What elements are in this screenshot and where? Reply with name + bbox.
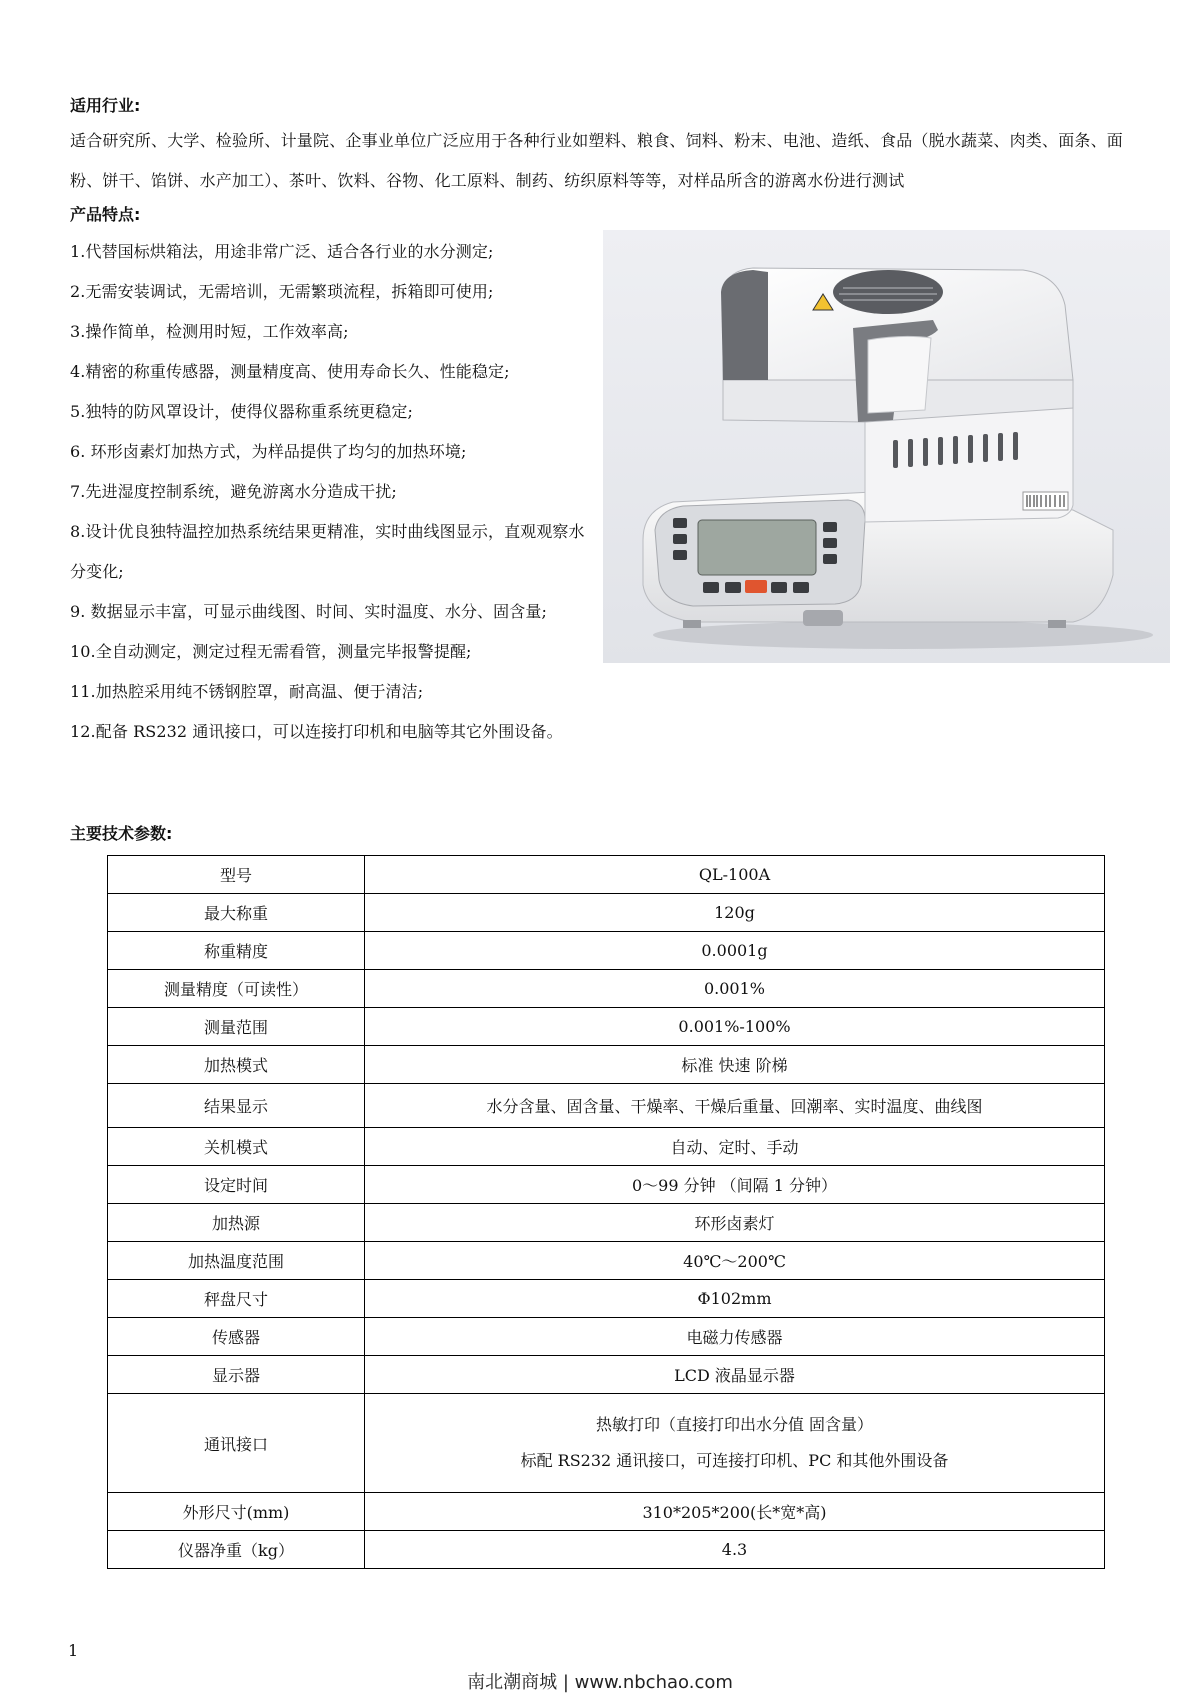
table-row [108,1128,1105,1166]
table-row [108,856,1105,894]
spec-table [107,855,1105,1569]
feature-item: 8.设计优良独特温控加热系统结果更精准，实时曲线图显示，直观观察水分变化; [70,522,585,581]
spec-value: 0～99 分钟 （间隔 1 分钟） [365,1166,1105,1204]
specs-heading: 主要技术参数: [70,824,173,843]
feature-item: 5.独特的防风罩设计，使得仪器称重系统更稳定; [70,402,413,421]
table-row [108,1046,1105,1084]
feature-item: 6. 环形卤素灯加热方式，为样品提供了均匀的加热环境; [70,442,467,461]
spec-key: 结果显示 [108,1084,365,1128]
table-row [108,1166,1105,1204]
spec-value: 水分含量、固含量、干燥率、干燥后重量、回潮率、实时温度、曲线图 [365,1084,1105,1128]
table-row [108,1084,1105,1128]
spec-key: 关机模式 [108,1128,365,1166]
feature-item: 4.精密的称重传感器，测量精度高、使用寿命长久、性能稳定; [70,362,510,381]
industry-text: 适合研究所、大学、检验所、计量院、企事业单位广泛应用于各种行业如塑料、粮食、饲料、粉末、电池、造纸、食品（脱水蔬菜、肉类、面条、面粉、饼干、馅饼、水产加工）、茶叶、饮料、谷物、化工原料、制药、纺织原料等等，对样品所含的游离水份进行测试 [70,131,1124,190]
feature-item: 12.配备 RS232 通讯接口，可以连接打印机和电脑等其它外围设备。 [70,722,563,741]
footer-site-link[interactable]: 南北潮商城 | www.nbchao.com [467,1672,733,1693]
spec-value: 40℃～200℃ [365,1242,1105,1280]
spec-value: QL-100A [365,856,1105,894]
spec-value: 0.001%-100% [365,1008,1105,1046]
features-heading: 产品特点: [70,205,141,224]
spec-key: 设定时间 [108,1166,365,1204]
spec-value-line: 标配 RS232 通讯接口，可连接打印机、PC 和其他外围设备 [520,1451,949,1470]
spec-value: LCD 液晶显示器 [365,1356,1105,1394]
table-row [108,1318,1105,1356]
table-row [108,1280,1105,1318]
table-row [108,1394,1105,1493]
spec-value: 电磁力传感器 [365,1318,1105,1356]
feature-item: 7.先进湿度控制系统，避免游离水分造成干扰; [70,482,397,501]
spec-value: 自动、定时、手动 [365,1128,1105,1166]
spec-key: 称重精度 [108,932,365,970]
table-row [108,970,1105,1008]
spec-key: 仪器净重（kg） [108,1531,365,1569]
spec-value: Φ102mm [365,1280,1105,1318]
page-number: 1 [68,1641,79,1660]
table-row [108,1356,1105,1394]
feature-item: 10.全自动测定，测定过程无需看管，测量完毕报警提醒; [70,642,472,661]
features-list [70,232,600,752]
industry-heading: 适用行业: [70,96,141,115]
spec-key: 加热模式 [108,1046,365,1084]
spec-key: 最大称重 [108,894,365,932]
spec-value: 环形卤素灯 [365,1204,1105,1242]
feature-item: 11.加热腔采用纯不锈钢腔罩，耐高温、便于清洁; [70,682,424,701]
spec-key: 加热源 [108,1204,365,1242]
feature-item: 9. 数据显示丰富，可显示曲线图、时间、实时温度、水分、固含量; [70,602,547,621]
feature-item: 1.代替国标烘箱法，用途非常广泛、适合各行业的水分测定; [70,242,494,261]
product-photo [603,230,1170,663]
spec-value [365,1394,1105,1493]
spec-key: 显示器 [108,1356,365,1394]
feature-item: 2.无需安装调试，无需培训，无需繁琐流程，拆箱即可使用; [70,282,494,301]
table-row [108,1531,1105,1569]
spec-value: 310*205*200(长*宽*高) [365,1493,1105,1531]
spec-value: 0.0001g [365,932,1105,970]
spec-value: 标准 快速 阶梯 [365,1046,1105,1084]
table-row [108,1493,1105,1531]
table-row [108,1008,1105,1046]
table-row [108,932,1105,970]
feature-item: 3.操作简单，检测用时短，工作效率高; [70,322,349,341]
spec-key: 传感器 [108,1318,365,1356]
spec-value-line: 热敏打印（直接打印出水分值 固含量） [595,1415,874,1434]
spec-key: 型号 [108,856,365,894]
spec-key: 测量精度（可读性） [108,970,365,1008]
table-row [108,1242,1105,1280]
spec-value: 0.001% [365,970,1105,1008]
spec-key: 秤盘尺寸 [108,1280,365,1318]
spec-key: 外形尺寸(mm) [108,1493,365,1531]
spec-key: 通讯接口 [108,1394,365,1493]
spec-key: 加热温度范围 [108,1242,365,1280]
table-row [108,1204,1105,1242]
spec-value: 120g [365,894,1105,932]
table-row [108,894,1105,932]
spec-value: 4.3 [365,1531,1105,1569]
spec-key: 测量范围 [108,1008,365,1046]
